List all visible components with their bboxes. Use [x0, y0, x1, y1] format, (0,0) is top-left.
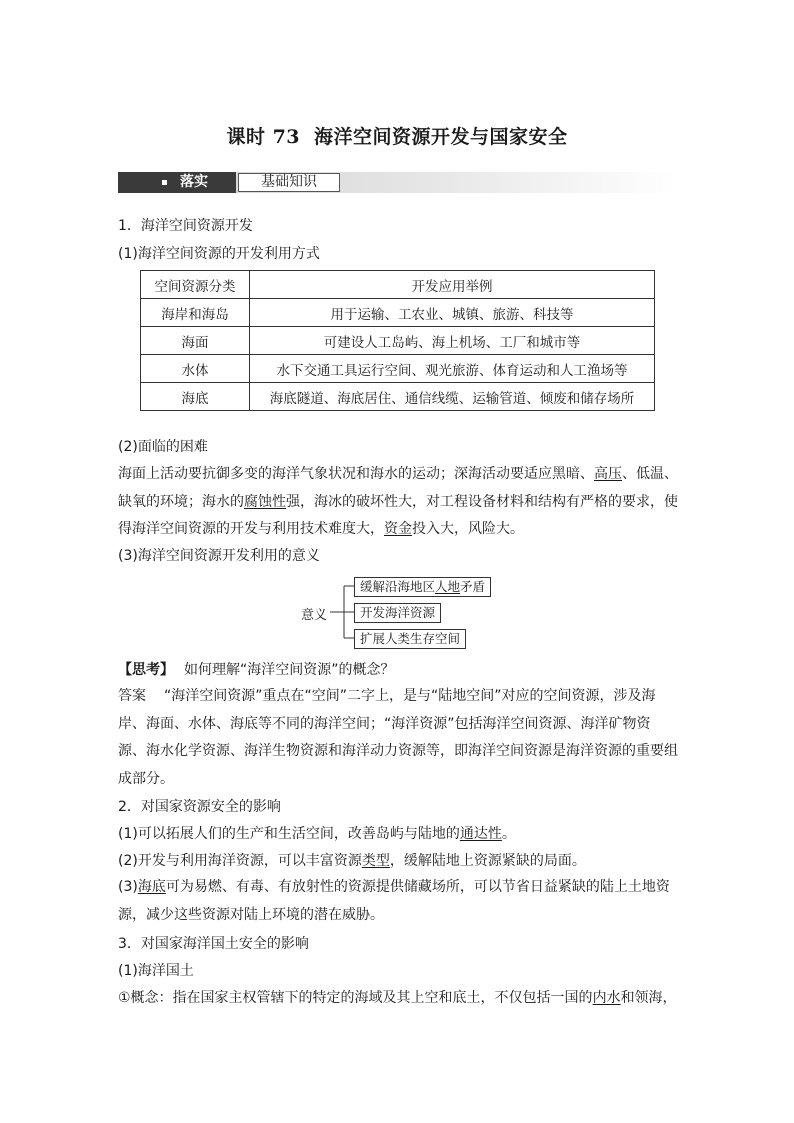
- table-row: [141, 355, 655, 383]
- section-banner: [118, 172, 678, 193]
- section1-sub2: (2)面临的困难: [118, 439, 208, 455]
- table-cell: 海底隧道、海底居住、通信线缆、运输管道、倾废和储存场所: [250, 383, 655, 411]
- underlined-term: 内水: [592, 990, 621, 1006]
- table-cell: 用于运输、工农业、城镇、旅游、科技等: [250, 299, 655, 327]
- text-run: 、低温、缺氧的环境；海水的: [118, 466, 678, 510]
- text-run: 缓解沿海地区: [360, 579, 436, 594]
- section2-p1: [118, 824, 516, 844]
- section3-concept: [118, 988, 677, 1008]
- text-run: 投入大，风险大。: [412, 521, 524, 537]
- table-row: [141, 327, 655, 355]
- difficulty-paragraph: [118, 461, 678, 544]
- text-run: 。: [501, 826, 516, 842]
- section2-heading: 2．对国家资源安全的影响: [118, 799, 281, 815]
- table-row: [141, 299, 655, 327]
- think-question-text: 如何理解“海洋空间资源”的概念？: [184, 662, 395, 678]
- section3-heading: 3．对国家海洋国土安全的影响: [118, 936, 309, 952]
- text-run: 海面上活动要抗御多变的海洋气象状况和海水的运动；深海活动要适应黑暗、: [118, 466, 594, 482]
- answer-text: “海洋空间资源”重点在“空间”二字上，是与“陆地空间”对应的空间资源，涉及海岸、海面、水体、海底等不同的海洋空间；“海洋资源”包括海洋空间资源、海洋矿物资源、海水化学资源、海洋生物资源和海洋动力资源等，即海洋空间资源是海洋资源的重要组成部分。: [118, 688, 678, 787]
- text-run: ①概念：指在国家主权管辖下的特定的海域及其上空和底土，不仅包括一国的: [118, 990, 593, 1006]
- lesson-topic: 海洋空间资源开发与国家安全: [314, 126, 568, 148]
- answer-label: 答案: [118, 688, 146, 704]
- text-run: 和领海，: [620, 990, 677, 1006]
- text-run: (2)开发与利用海洋资源，可以丰富资源: [118, 853, 362, 869]
- text-run: (3): [118, 879, 138, 895]
- diagram-root-label: 意义: [301, 608, 328, 623]
- text-run: ，缓解陆地上资源紧缺的局面。: [389, 853, 586, 869]
- diagram-box: 扩展人类生存空间: [354, 629, 466, 649]
- table-header: 开发应用举例: [250, 271, 655, 299]
- section2-p3: [118, 874, 678, 929]
- underlined-term: 类型: [361, 853, 390, 869]
- text-run: 可为易燃、有毒、有放射性的资源提供储藏场所，可以节省日益紧缺的陆上土地资源，减少这些资源对陆上环境的潜在威胁。: [118, 879, 670, 923]
- underlined-term: 资金: [384, 521, 412, 537]
- underlined-term: 通达性: [459, 826, 502, 842]
- section3-sub1: (1)海洋国土: [118, 963, 194, 979]
- section1-sub1: (1)海洋空间资源的开发利用方式: [118, 246, 320, 262]
- section1-sub3: (3)海洋空间资源开发利用的意义: [118, 548, 320, 564]
- resource-table: [140, 270, 655, 411]
- table-cell: 海面: [141, 327, 250, 355]
- think-answer: [118, 683, 678, 793]
- table-header-row: [141, 271, 655, 299]
- text-run: (1)可以拓展人们的生产和生活空间，改善岛屿与陆地的: [118, 826, 460, 842]
- section1-heading: 1．海洋空间资源开发: [118, 218, 253, 234]
- text-run: 强，海冰的破坏性大，对工程设备材料和结构有严格的要求，使得海洋空间资源的开发与利用技术难度大，: [118, 493, 678, 537]
- underlined-term: 腐蚀性: [244, 493, 286, 510]
- think-question: [118, 660, 395, 680]
- diagram-box: 开发海洋资源: [354, 603, 441, 623]
- page-title: [0, 122, 794, 149]
- significance-diagram: [298, 575, 498, 653]
- banner-light-label: 基础知识: [238, 173, 340, 192]
- think-tag: 【思考】: [118, 662, 174, 678]
- table-cell: 海岸和海岛: [141, 299, 250, 327]
- banner-dark-block: [118, 172, 236, 193]
- text-run: 矛盾: [460, 579, 486, 594]
- table-cell: 水体: [141, 355, 250, 383]
- section2-p2: [118, 851, 586, 871]
- table-header: 空间资源分类: [141, 271, 250, 299]
- lesson-number: 课时 73: [226, 126, 301, 148]
- underlined-term: 人地: [435, 579, 461, 594]
- diagram-box: [354, 577, 491, 597]
- underlined-term: 海底: [137, 879, 166, 895]
- square-bullet-icon: [162, 180, 167, 185]
- table-cell: 可建设人工岛屿、海上机场、工厂和城市等: [250, 327, 655, 355]
- table-cell: 海底: [141, 383, 250, 411]
- banner-dark-label: 落实: [180, 174, 208, 190]
- table-cell: 水下交通工具运行空间、观光旅游、体育运动和人工渔场等: [250, 355, 655, 383]
- underlined-term: 高压: [594, 466, 622, 482]
- table-row: [141, 383, 655, 411]
